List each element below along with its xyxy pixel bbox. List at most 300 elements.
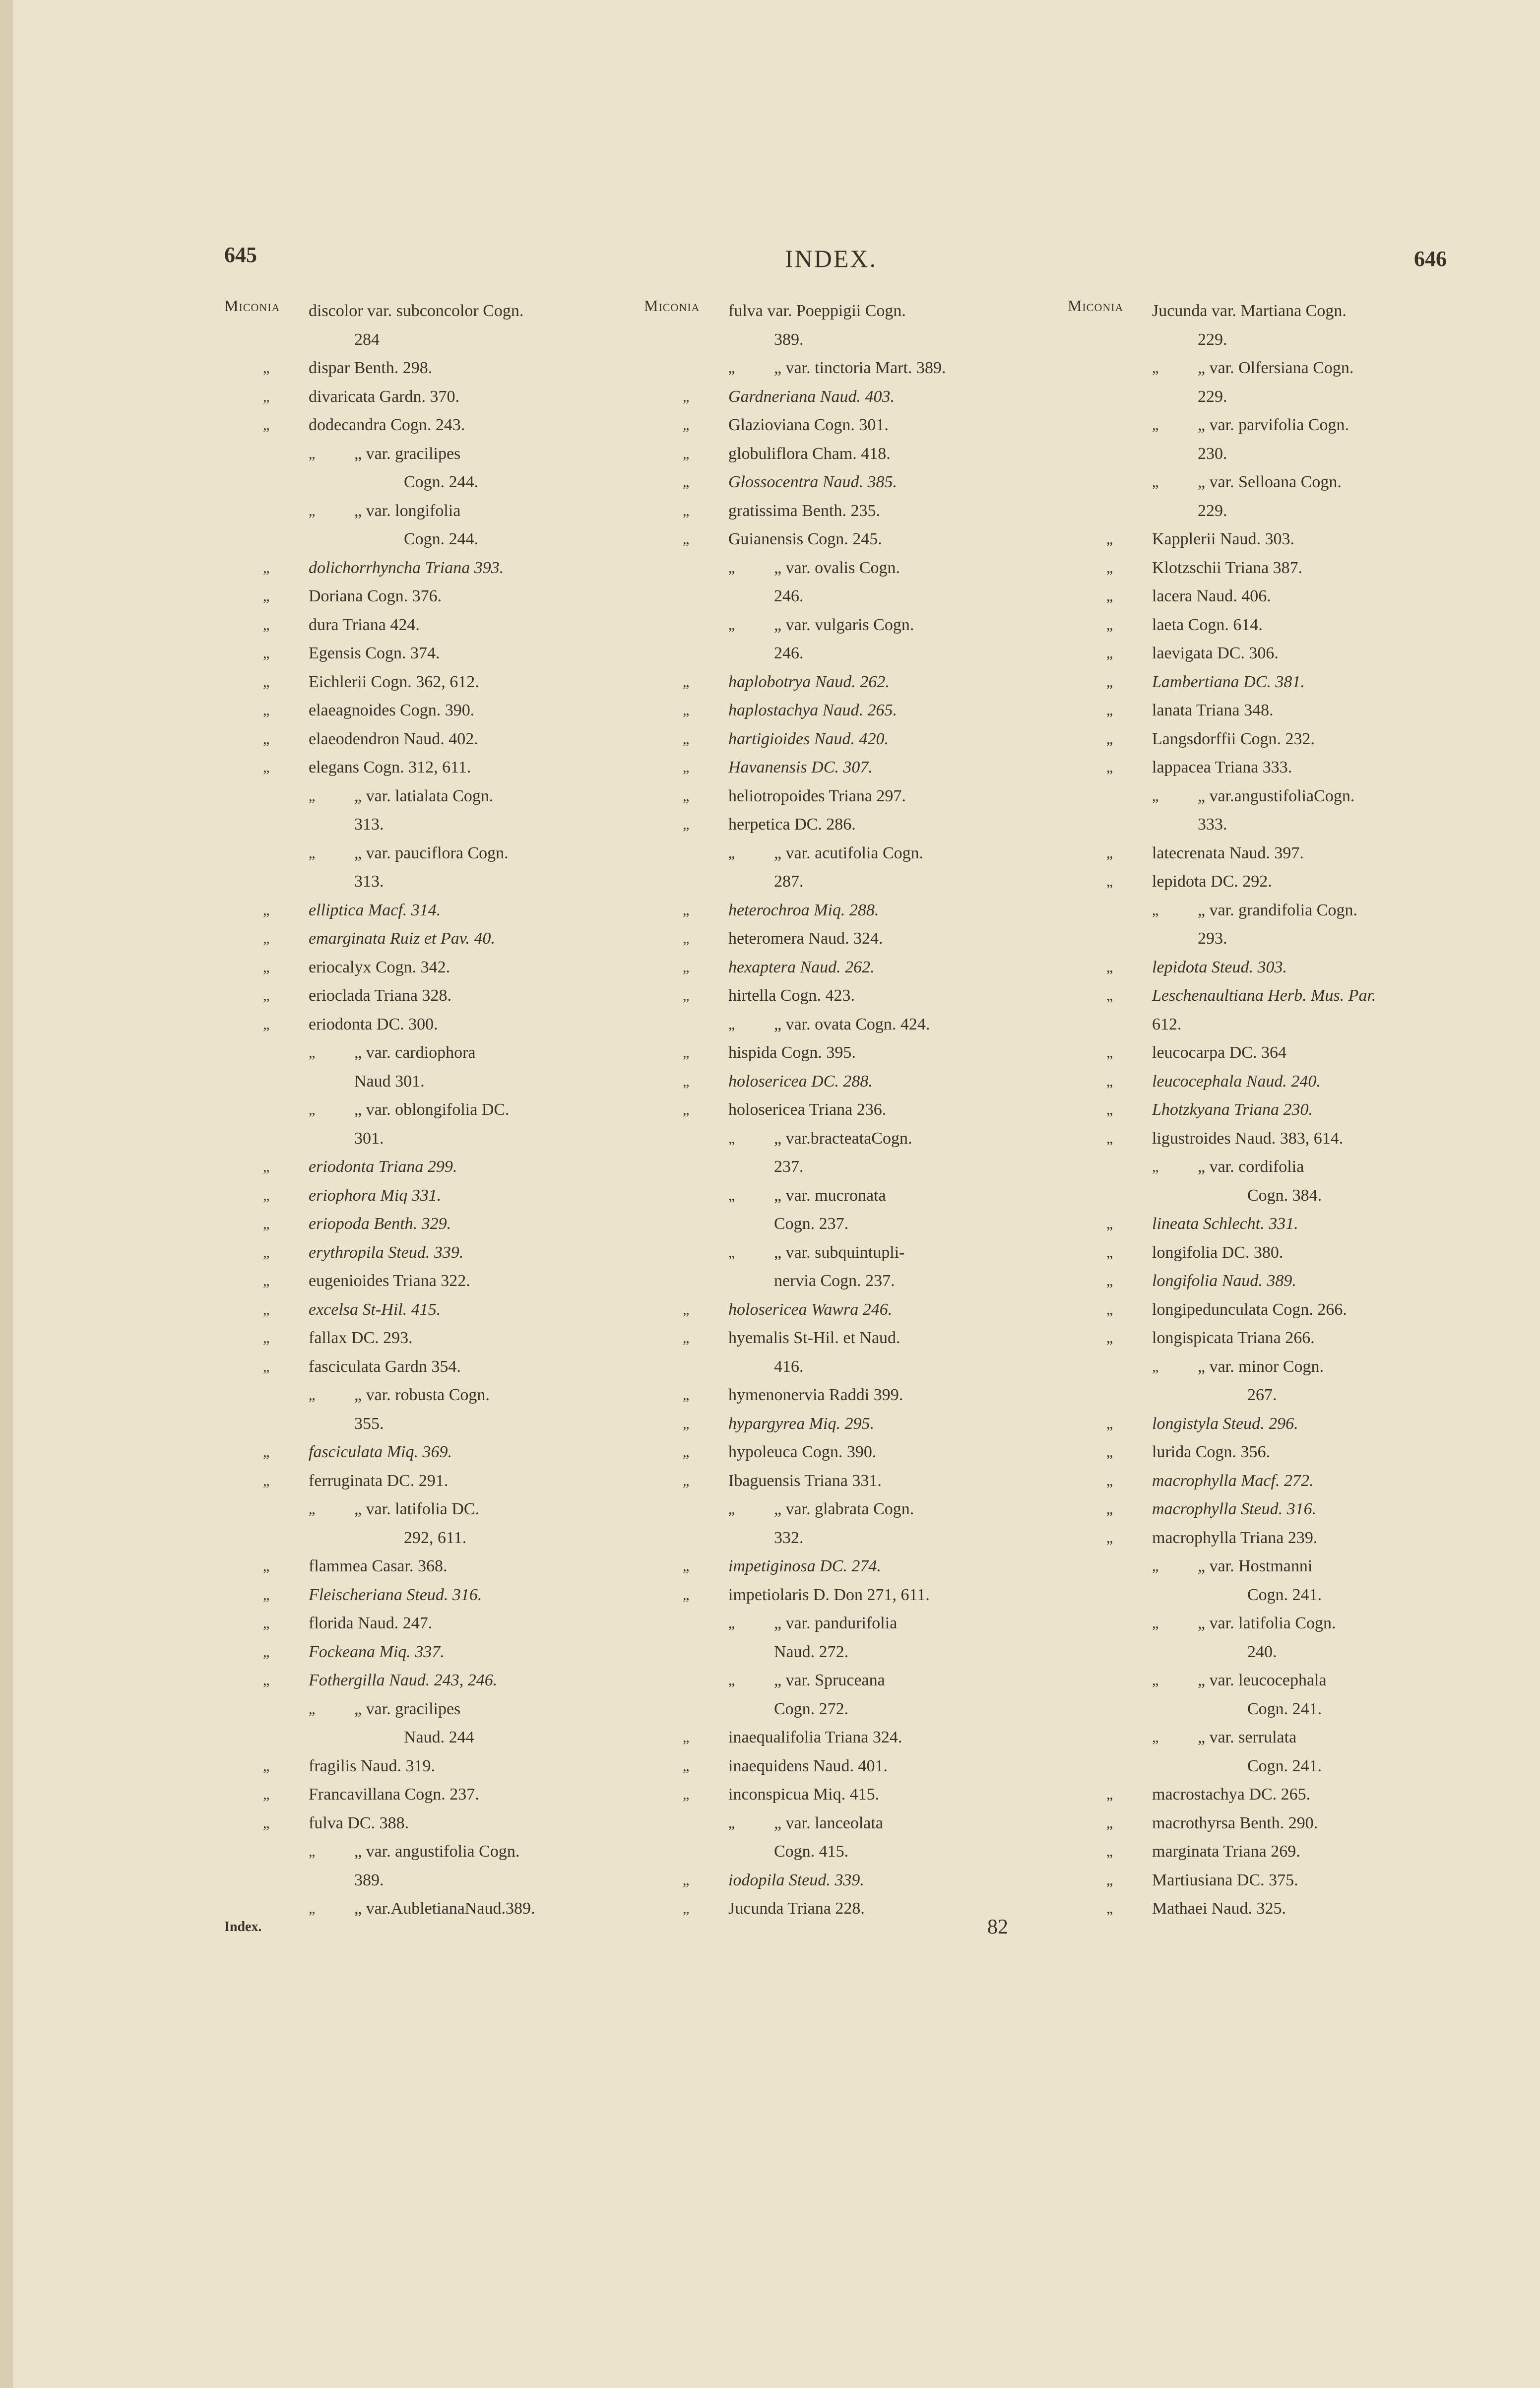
entry-text: Naud 301. xyxy=(354,1072,425,1091)
ditto-mark: „ xyxy=(1106,1301,1113,1318)
ditto-mark: „ xyxy=(309,844,316,861)
ditto-mark: „ xyxy=(1106,759,1113,775)
entry-text: florida Naud. 247. xyxy=(309,1614,433,1632)
index-entry xyxy=(1106,696,1470,725)
index-subentry xyxy=(309,839,626,868)
ditto-mark: „ xyxy=(309,1387,316,1403)
index-entry-continuation xyxy=(774,1353,1046,1381)
entry-text: Cogn. 415. xyxy=(774,1842,849,1861)
index-entry xyxy=(728,297,1046,325)
entry-text: 292, 611. xyxy=(404,1528,467,1547)
entry-text: 293. xyxy=(1198,929,1227,948)
ditto-mark: „ xyxy=(309,502,316,519)
index-entry-continuation xyxy=(1198,924,1470,953)
entry-text: fulva var. Poeppigii Cogn. xyxy=(728,302,906,320)
entry-text: „ var. minor Cogn. xyxy=(1198,1357,1324,1376)
ditto-mark: „ xyxy=(1106,702,1113,718)
ditto-mark: „ xyxy=(683,1330,690,1346)
entry-text: Gardneriana Naud. 403. xyxy=(728,387,895,406)
entry-text: „ var. serrulata xyxy=(1198,1728,1297,1746)
index-entry xyxy=(263,1552,626,1581)
index-entry xyxy=(1106,1295,1470,1324)
genus-label: Miconia xyxy=(1068,297,1124,315)
index-entry xyxy=(1106,839,1470,868)
index-entry xyxy=(1106,1124,1470,1153)
ditto-mark: „ xyxy=(1106,1814,1113,1831)
entry-text: Cogn. 384. xyxy=(1247,1186,1322,1205)
index-entry xyxy=(263,554,626,582)
index-entry xyxy=(263,1210,626,1238)
index-entry xyxy=(683,1324,1046,1353)
ditto-mark: „ xyxy=(683,502,690,519)
entry-text: laeta Cogn. 614. xyxy=(1152,615,1263,634)
ditto-mark: „ xyxy=(1152,417,1159,433)
entry-text: Cogn. 244. xyxy=(404,473,479,491)
index-entry xyxy=(263,1267,626,1295)
index-entry-continuation xyxy=(774,639,1046,668)
index-entry xyxy=(263,1809,626,1838)
ditto-mark: „ xyxy=(263,1016,270,1033)
entry-text: Fothergilla Naud. 243, 246. xyxy=(309,1671,498,1689)
index-subentry xyxy=(728,554,1046,582)
index-entry xyxy=(683,924,1046,953)
index-entry xyxy=(1106,1067,1470,1096)
ditto-mark: „ xyxy=(683,987,690,1004)
ditto-mark: „ xyxy=(263,1615,270,1631)
entry-text: „ var. mucronata xyxy=(774,1186,886,1205)
ditto-mark: „ xyxy=(1106,1444,1113,1460)
entry-text: heliotropoides Triana 297. xyxy=(728,786,906,805)
entry-text: eriodonta Triana 299. xyxy=(309,1158,457,1176)
index-entry-continuation xyxy=(1247,1581,1470,1610)
entry-text: 229. xyxy=(1198,387,1227,406)
entry-text: Fockeana Miq. 337. xyxy=(309,1642,445,1661)
ditto-mark: „ xyxy=(728,559,735,576)
index-entry-continuation xyxy=(774,1210,1046,1238)
entry-text: Naud. 272. xyxy=(774,1642,849,1661)
entry-text: eriocalyx Cogn. 342. xyxy=(309,958,450,976)
entry-text: gratissima Benth. 235. xyxy=(728,501,880,520)
book-gutter xyxy=(0,0,13,2388)
index-entry-continuation xyxy=(1198,325,1470,354)
entry-text: ferruginata DC. 291. xyxy=(309,1471,449,1490)
index-entry-continuation xyxy=(774,1695,1046,1724)
index-subentry xyxy=(309,1837,626,1866)
ditto-mark: „ xyxy=(1152,1159,1159,1175)
ditto-mark: „ xyxy=(1152,1729,1159,1745)
index-entry-continuation xyxy=(354,810,626,839)
entry-text: leucocephala Naud. 240. xyxy=(1152,1072,1321,1091)
index-entry xyxy=(1152,297,1470,325)
entry-text: marginata Triana 269. xyxy=(1152,1842,1300,1861)
index-entry xyxy=(683,383,1046,411)
ditto-mark: „ xyxy=(263,1814,270,1831)
index-entry-continuation xyxy=(1152,1010,1470,1039)
entry-text: nervia Cogn. 237. xyxy=(774,1272,895,1290)
entry-text: Jucunda var. Martiana Cogn. xyxy=(1152,302,1347,320)
ditto-mark: „ xyxy=(263,1444,270,1460)
index-entry xyxy=(683,525,1046,554)
index-entry xyxy=(1106,725,1470,754)
ditto-mark: „ xyxy=(1106,559,1113,576)
index-entry xyxy=(683,782,1046,811)
index-entry xyxy=(1106,981,1470,1010)
index-entry xyxy=(1106,1467,1470,1495)
ditto-mark: „ xyxy=(683,759,690,775)
index-entry xyxy=(263,611,626,640)
index-entry xyxy=(1106,1780,1470,1809)
index-subentry xyxy=(728,1010,1046,1039)
index-entry xyxy=(1106,1524,1470,1552)
entry-text: Lambertiana DC. 381. xyxy=(1152,672,1305,691)
entry-text: impetiginosa DC. 274. xyxy=(728,1557,881,1575)
index-entry xyxy=(263,1467,626,1495)
ditto-mark: „ xyxy=(263,559,270,576)
index-entry-continuation xyxy=(1247,1181,1470,1210)
index-entry xyxy=(1106,1238,1470,1267)
entry-text: „ var. Hostmanni xyxy=(1198,1557,1313,1575)
entry-text: Glossocentra Naud. 385. xyxy=(728,473,897,491)
ditto-mark: „ xyxy=(1106,1273,1113,1289)
genus-label: Miconia xyxy=(224,297,280,315)
index-entry-continuation xyxy=(1198,440,1470,468)
ditto-mark: „ xyxy=(683,930,690,947)
ditto-mark: „ xyxy=(1106,1786,1113,1803)
ditto-mark: „ xyxy=(1106,1101,1113,1118)
entry-text: 416. xyxy=(774,1357,804,1376)
entry-text: „ var. pandurifolia xyxy=(774,1614,898,1632)
entry-text: holosericea Wawra 246. xyxy=(728,1300,893,1319)
entry-text: „ var. gracilipes xyxy=(354,1699,461,1718)
ditto-mark: „ xyxy=(683,1872,690,1888)
ditto-mark: „ xyxy=(263,1244,270,1261)
entry-list xyxy=(1106,297,1470,1923)
entry-text: „ var. Selloana Cogn. xyxy=(1198,473,1342,491)
entry-text: lepidota DC. 292. xyxy=(1152,872,1272,891)
entry-text: „ var. Spruceana xyxy=(774,1671,885,1689)
entry-text: „ var. gracilipes xyxy=(354,444,461,463)
index-entry xyxy=(1106,668,1470,697)
ditto-mark: „ xyxy=(1152,474,1159,490)
ditto-mark: „ xyxy=(263,1358,270,1375)
entry-text: 301. xyxy=(354,1129,384,1148)
ditto-mark: „ xyxy=(1152,1558,1159,1574)
index-entry xyxy=(683,1723,1046,1752)
index-entry xyxy=(1106,582,1470,611)
ditto-mark: „ xyxy=(683,1415,690,1432)
index-entry xyxy=(263,1609,626,1638)
entry-text: longistyla Steud. 296. xyxy=(1152,1414,1298,1433)
entry-text: 229. xyxy=(1198,501,1227,520)
index-subentry xyxy=(1152,1723,1470,1752)
ditto-mark: „ xyxy=(1152,902,1159,918)
ditto-mark: „ xyxy=(1106,588,1113,604)
entry-text: 237. xyxy=(774,1158,804,1176)
entry-text: „ var. cardiophora xyxy=(354,1043,476,1062)
ditto-mark: „ xyxy=(1106,1244,1113,1261)
index-entry xyxy=(1106,1495,1470,1524)
entry-text: „ var. longifolia xyxy=(354,501,461,520)
ditto-mark: „ xyxy=(263,1558,270,1574)
index-entry xyxy=(1106,525,1470,554)
index-entry xyxy=(263,924,626,953)
entry-text: holosericea DC. 288. xyxy=(728,1072,873,1091)
entry-text: Leschenaultiana Herb. Mus. Par. xyxy=(1152,986,1376,1005)
left-page-number: 645 xyxy=(224,243,257,267)
ditto-mark: „ xyxy=(309,445,316,462)
entry-text: inconspicua Miq. 415. xyxy=(728,1785,880,1804)
ditto-mark: „ xyxy=(263,1187,270,1204)
ditto-mark: „ xyxy=(263,1216,270,1232)
entry-text: heteromera Naud. 324. xyxy=(728,929,883,948)
index-entry xyxy=(263,725,626,754)
ditto-mark: „ xyxy=(683,1472,690,1489)
ditto-mark: „ xyxy=(1106,673,1113,690)
ditto-mark: „ xyxy=(1152,1672,1159,1688)
index-entry xyxy=(263,354,626,383)
entry-text: „ var. parvifolia Cogn. xyxy=(1198,416,1349,434)
index-entry-continuation xyxy=(774,325,1046,354)
index-entry xyxy=(263,383,626,411)
index-entry xyxy=(263,582,626,611)
entry-text: elegans Cogn. 312, 611. xyxy=(309,758,471,776)
entry-text: dura Triana 424. xyxy=(309,615,420,634)
index-entry xyxy=(683,1067,1046,1096)
entry-text: Eichlerii Cogn. 362, 612. xyxy=(309,672,479,691)
ditto-mark: „ xyxy=(683,702,690,718)
entry-text: 267. xyxy=(1247,1386,1277,1404)
ditto-mark: „ xyxy=(263,588,270,604)
index-entry-continuation xyxy=(354,325,626,354)
entry-text: „ var. Olfersiana Cogn. xyxy=(1198,359,1354,377)
index-entry-continuation xyxy=(354,867,626,896)
index-entry-continuation xyxy=(774,1837,1046,1866)
index-entry xyxy=(1106,639,1470,668)
index-entry-continuation xyxy=(774,867,1046,896)
entry-text: 229. xyxy=(1198,330,1227,349)
page-footer xyxy=(0,1915,1540,1945)
ditto-mark: „ xyxy=(263,360,270,376)
index-subentry xyxy=(1152,1609,1470,1638)
index-entry xyxy=(683,1381,1046,1410)
index-entry xyxy=(683,753,1046,782)
ditto-mark: „ xyxy=(683,531,690,547)
entry-text: macrophylla Triana 239. xyxy=(1152,1528,1318,1547)
index-entry-continuation xyxy=(354,1067,626,1096)
entry-text: inaequidens Naud. 401. xyxy=(728,1756,888,1775)
entry-text: fasciculata Miq. 369. xyxy=(309,1443,452,1461)
ditto-mark: „ xyxy=(1106,987,1113,1004)
ditto-mark: „ xyxy=(1106,1843,1113,1860)
ditto-mark: „ xyxy=(683,787,690,804)
entry-text: Fleischeriana Steud. 316. xyxy=(309,1585,482,1604)
ditto-mark: „ xyxy=(263,1273,270,1289)
ditto-mark: „ xyxy=(263,1330,270,1346)
entry-text: „ var. pauciflora Cogn. xyxy=(354,843,509,862)
index-subentry xyxy=(728,839,1046,868)
ditto-mark: „ xyxy=(309,1900,316,1917)
entry-text: holosericea Triana 236. xyxy=(728,1100,887,1119)
ditto-mark: „ xyxy=(263,930,270,947)
entry-text: Egensis Cogn. 374. xyxy=(309,644,440,662)
index-entry xyxy=(263,639,626,668)
entry-text: latecrenata Naud. 397. xyxy=(1152,843,1304,862)
entry-text: macrostachya DC. 265. xyxy=(1152,1785,1311,1804)
index-subentry xyxy=(728,1124,1046,1153)
index-subentry xyxy=(309,1495,626,1524)
entry-text: 313. xyxy=(354,815,384,834)
entry-text: 240. xyxy=(1247,1642,1277,1661)
entry-text: Klotzschii Triana 387. xyxy=(1152,558,1303,577)
index-subentry xyxy=(309,440,626,468)
index-entry xyxy=(1106,1324,1470,1353)
index-subentry xyxy=(728,1495,1046,1524)
index-subentry xyxy=(728,354,1046,383)
entry-text: Martiusiana DC. 375. xyxy=(1152,1871,1298,1889)
entry-text: „ var.AubletianaNaud.389. xyxy=(354,1899,535,1918)
ditto-mark: „ xyxy=(1106,616,1113,633)
entry-text: eriopoda Benth. 329. xyxy=(309,1215,451,1233)
index-entry-continuation xyxy=(404,525,626,554)
ditto-mark: „ xyxy=(728,1814,735,1831)
ditto-mark: „ xyxy=(263,388,270,405)
index-entry xyxy=(683,1467,1046,1495)
entry-text: hexaptera Naud. 262. xyxy=(728,958,875,976)
index-entry xyxy=(263,1353,626,1381)
entry-text: flammea Casar. 368. xyxy=(309,1557,448,1575)
index-entry xyxy=(1106,1267,1470,1295)
ditto-mark: „ xyxy=(263,1786,270,1803)
entry-text: dispar Benth. 298. xyxy=(309,359,433,377)
ditto-mark: „ xyxy=(309,1044,316,1061)
entry-text: 355. xyxy=(354,1414,384,1433)
index-entry xyxy=(683,497,1046,525)
index-entry xyxy=(1106,1866,1470,1895)
entry-text: 332. xyxy=(774,1528,804,1547)
index-entry-continuation xyxy=(774,1524,1046,1552)
entry-text: fragilis Naud. 319. xyxy=(309,1756,435,1775)
ditto-mark: „ xyxy=(1106,730,1113,747)
index-entry xyxy=(683,468,1046,497)
index-subentry xyxy=(1152,468,1470,497)
index-subentry xyxy=(309,782,626,811)
ditto-mark: „ xyxy=(728,1187,735,1204)
index-entry xyxy=(263,1780,626,1809)
entry-text: Ibaguensis Triana 331. xyxy=(728,1471,882,1490)
index-entry xyxy=(683,1438,1046,1467)
ditto-mark: „ xyxy=(728,1016,735,1033)
entry-text: divaricata Gardn. 370. xyxy=(309,387,459,406)
index-entry xyxy=(263,1153,626,1181)
index-column-3 xyxy=(1068,297,1475,1923)
entry-text: elaeodendron Naud. 402. xyxy=(309,729,478,748)
index-entry xyxy=(683,1038,1046,1067)
entry-text: Kapplerii Naud. 303. xyxy=(1152,530,1295,548)
ditto-mark: „ xyxy=(728,844,735,861)
entry-text: eriophora Miq 331. xyxy=(309,1186,442,1205)
ditto-mark: „ xyxy=(263,673,270,690)
index-subentry xyxy=(728,1609,1046,1638)
ditto-mark: „ xyxy=(309,787,316,804)
index-column-1 xyxy=(224,297,631,1923)
entry-text: „ var. latialata Cogn. xyxy=(354,786,494,805)
entry-text: Cogn. 241. xyxy=(1247,1699,1322,1718)
ditto-mark: „ xyxy=(683,1586,690,1603)
index-entry xyxy=(1106,1438,1470,1467)
ditto-mark: „ xyxy=(263,730,270,747)
ditto-mark: „ xyxy=(728,1130,735,1147)
index-entry-continuation xyxy=(1247,1695,1470,1724)
entry-text: „ var. lanceolata xyxy=(774,1813,883,1832)
entry-text: Cogn. 272. xyxy=(774,1699,849,1718)
index-entry-continuation xyxy=(404,1723,626,1752)
index-entry xyxy=(683,668,1046,697)
entry-text: „ var.bracteataCogn. xyxy=(774,1129,912,1148)
index-entry xyxy=(683,440,1046,468)
index-entry xyxy=(263,953,626,982)
entry-text: herpetica DC. 286. xyxy=(728,815,856,834)
ditto-mark: „ xyxy=(683,816,690,833)
index-subentry xyxy=(728,1238,1046,1267)
entry-text: hymenonervia Raddi 399. xyxy=(728,1386,903,1404)
index-entry xyxy=(263,753,626,782)
ditto-mark: „ xyxy=(683,1757,690,1774)
index-entry-continuation xyxy=(1198,810,1470,839)
index-subentry xyxy=(1152,782,1470,811)
index-subentry xyxy=(309,1695,626,1724)
ditto-mark: „ xyxy=(1106,1872,1113,1888)
ditto-mark: „ xyxy=(1106,1529,1113,1546)
ditto-mark: „ xyxy=(728,1501,735,1517)
index-entry xyxy=(1106,1809,1470,1838)
entry-text: hartigioides Naud. 420. xyxy=(728,729,889,748)
entry-text: 313. xyxy=(354,872,384,891)
entry-text: „ var. leucocephala xyxy=(1198,1671,1327,1689)
entry-text: discolor var. subconcolor Cogn. xyxy=(309,302,524,320)
index-entry xyxy=(1106,1038,1470,1067)
ditto-mark: „ xyxy=(1152,787,1159,804)
ditto-mark: „ xyxy=(309,1843,316,1860)
index-entry xyxy=(683,981,1046,1010)
entry-text: longipedunculata Cogn. 266. xyxy=(1152,1300,1347,1319)
index-subentry xyxy=(1152,1552,1470,1581)
entry-text: eugenioides Triana 322. xyxy=(309,1272,470,1290)
index-entry-continuation xyxy=(1247,1381,1470,1410)
index-entry-continuation xyxy=(774,1638,1046,1667)
ditto-mark: „ xyxy=(728,616,735,633)
entry-text: „ var. oblongifolia DC. xyxy=(354,1100,510,1119)
entry-text: leucocarpa DC. 364 xyxy=(1152,1043,1286,1062)
ditto-mark: „ xyxy=(683,1044,690,1061)
entry-text: laevigata DC. 306. xyxy=(1152,644,1279,662)
index-entry xyxy=(1106,1210,1470,1238)
index-entry xyxy=(263,1438,626,1467)
ditto-mark: „ xyxy=(683,474,690,490)
entry-text: hypoleuca Cogn. 390. xyxy=(728,1443,877,1461)
entry-text: Cogn. 244. xyxy=(404,530,479,548)
entry-text: Doriana Cogn. 376. xyxy=(309,587,442,605)
ditto-mark: „ xyxy=(309,1101,316,1118)
index-entry-continuation xyxy=(1247,1638,1470,1667)
entry-text: Cogn. 241. xyxy=(1247,1756,1322,1775)
index-entry xyxy=(263,896,626,925)
ditto-mark: „ xyxy=(683,1301,690,1318)
index-column-2 xyxy=(644,297,1051,1923)
entry-text: Glazioviana Cogn. 301. xyxy=(728,416,889,434)
entry-text: „ var. robusta Cogn. xyxy=(354,1386,490,1404)
index-subentry xyxy=(1152,1666,1470,1695)
ditto-mark: „ xyxy=(263,1586,270,1603)
